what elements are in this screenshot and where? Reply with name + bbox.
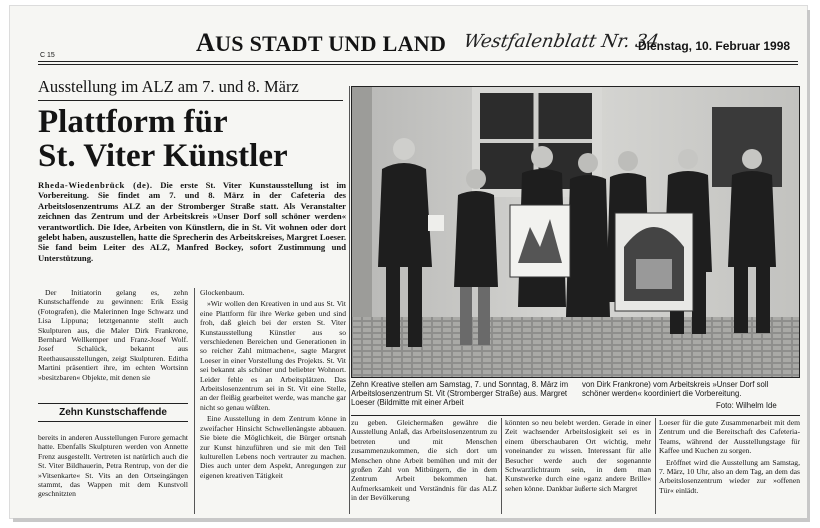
- article-kicker: Ausstellung im ALZ am 7. und 8. März: [38, 77, 299, 96]
- newspaper-clipping: [10, 6, 807, 518]
- photo-caption-left: Zehn Kreative stellen am Samstag, 7. und Sonntag, 8. März im Arbeitslosenzentrum St. Vit (Stromberger Straße) aus. Margret Loeser (Bildmitte mit einer Arbeit: [351, 380, 569, 408]
- photo-caption-right: von Dirk Frankrone) vom Arbeitskreis »Unser Dorf soll schöner werden« koordiniert die Vorbereitung.: [582, 380, 769, 399]
- body-paragraph: bereits in anderen Ausstellungen Furore gemacht hatte. Ebenfalls Skulpturen werden von Annette Frenz ausgestellt. Vertreten ist natürlich auch die St. Viter Bildhauerin, Petra Rentrup, von der die »Vitsenkarte« St. Vits an den Ortseingängen stammt, das Wappen mit dem Kunstvoll geschnitzten: [38, 433, 188, 499]
- column-divider: [349, 86, 350, 514]
- body-paragraph: Glockenbaum.: [200, 288, 245, 297]
- section-title-initial: A: [196, 28, 216, 57]
- lead-text: Die erste St. Viter Kunstausstellung ist im Vorbereitung. Sie findet am 7. und 8. März in der Cafeteria des Arbeitslosenzentrums ALZ an der Stromberger Straße statt. Als Veranstalter zeichnen das Zentrum und der Arbeitskreis »Unser Dorf soll schöner werden« verantwortlich. Die Idee, Arbeiten von Künstlern, die in St. Vit wohnen oder dort gelebt haben, auszustellen, hatte die Sprecherin des Arbeitskreises, Margret Loeser. Sie fand beim Leiter des ALZ, Manfred Bockey, sofort Zustimmung und Unterstützung.: [38, 180, 347, 263]
- body-paragraph: Der Initiatorin gelang es, zehn Kunstschaffende zu gewinnen: Erik Essig (Fotografen), die Malerinnen Inge Schwarz und Lisa Lippuna; letztgenannte stellt auch Skulpturen aus, die Maler Dirk Frankrone, Bernhard Wellkemper und Franz-Josef Wolf. Josef Schalück, bekannt aus Reethausausstellungen, zeigt Skulpturen. Editha Martini präsentiert ihre, im echten Wortsinn »besitzbaren« Objekte, mit denen sie: [38, 288, 188, 382]
- body-column-5: [659, 418, 800, 515]
- headline-line-1: Plattform für: [38, 104, 228, 140]
- body-column-1-top: [38, 288, 188, 400]
- column-divider: [655, 418, 656, 514]
- section-title: [196, 28, 446, 58]
- header-rule: [38, 61, 798, 62]
- body-column-2: [200, 288, 346, 515]
- dateline: Rheda-Wiedenbrück (de).: [38, 180, 153, 190]
- body-column-1-bottom: [38, 433, 188, 515]
- page-number: C 15: [40, 52, 55, 59]
- body-column-3: [351, 418, 497, 515]
- group-photo-illustration: [352, 87, 800, 378]
- section-title-rest: US STADT UND LAND: [215, 31, 447, 56]
- article-lead: [38, 180, 346, 263]
- article-subhead: Zehn Kunstschaffende: [38, 403, 188, 422]
- column-divider: [501, 418, 502, 514]
- body-paragraph: Eine Ausstellung in dem Zentrum könne in zweifacher Hinsicht Schwellenängste abbauen. Sie biete die Möglichkeit, die Bürger ortsnah zur Kunst hinzuführen und sie mit den Teil kulturellen Lebens noch vertrauter zu machen. Dies auch unter dem Aspekt, Anregungen zur eigenen kreativen Tätigkeit: [200, 414, 346, 480]
- body-paragraph: Loeser für die gute Zusammenarbeit mit dem Zentrum und die Bereitschaft des Cafeteria-Teams, während der Ausstellungstage für Kaffee und Kuchen zu sorgen.: [659, 418, 800, 456]
- body-paragraph: »Wir wollen den Kreativen in und aus St. Vit eine Plattform für ihre Werke geben und sind froh, daß gleich bei der ersten St. Viter Kunstausstellung Künstler aus so verschiedenen Bereichen und Generationen in so reicher Zahl mitmachen«, sagte Margret Loeser in einer Vorstellung des Projekts. St. Vit sei bekannt als schöner und beliebter Wohnort. Leider fehle es an Arbeitsplätzen. Das Arbeitslosenzentrum sei in St. Vit eine Stelle, an der fleißig gearbeitet werde, was manche gar nicht so genau wüßten.: [200, 299, 346, 412]
- column-divider: [194, 288, 195, 514]
- body-paragraph: Eröffnet wird die Ausstellung am Samstag, 7. März, 10 Uhr, also an dem Tag, an dem das Arbeitslosenzentrum wieder zur »offenen Tür« einlädt.: [659, 457, 800, 495]
- body-paragraph: könnten so neu belebt werden. Gerade in einer Zeit wachsender Arbeitslosigkeit sei es in einem überschaubaren Ort wichtig, mehr voneinander zu wissen. Interessant für alle Besucher werde auch der sogenannte Schwarzlichtraum sein, in dem man Kunstwerke durch eine »ganz andere Brille« sehen könne. Dankbar äußerte sich Margret: [505, 418, 651, 493]
- kicker-rule: [38, 100, 343, 101]
- article-photo: [351, 86, 800, 378]
- body-paragraph: zu geben. Gleichermaßen gewähre die Ausstellung Anlaß, das Arbeitslosenzentrum zu betreten und mit Menschen zusammenzukommen, die sich dort um Menschen ohne Arbeit bemühen und mit der großen Zahl von Mitbürgern, die in dem Zentrum Arbeit bekommen hat. Aufmerksamkeit und Verständnis für das ALZ in der Bevölkerung: [351, 418, 497, 503]
- issue-date: Dienstag, 10. Februar 1998: [638, 39, 791, 53]
- article-headline: [38, 105, 348, 173]
- handwritten-source-note: Westfalenblatt Nr. 34: [462, 31, 661, 52]
- body-column-4: [505, 418, 651, 515]
- headline-line-2: St. Viter Künstler: [38, 138, 288, 174]
- caption-rule: [351, 415, 800, 416]
- header-rule-thin: [38, 64, 798, 65]
- photo-credit: Foto: Wilhelm Ide: [716, 401, 777, 410]
